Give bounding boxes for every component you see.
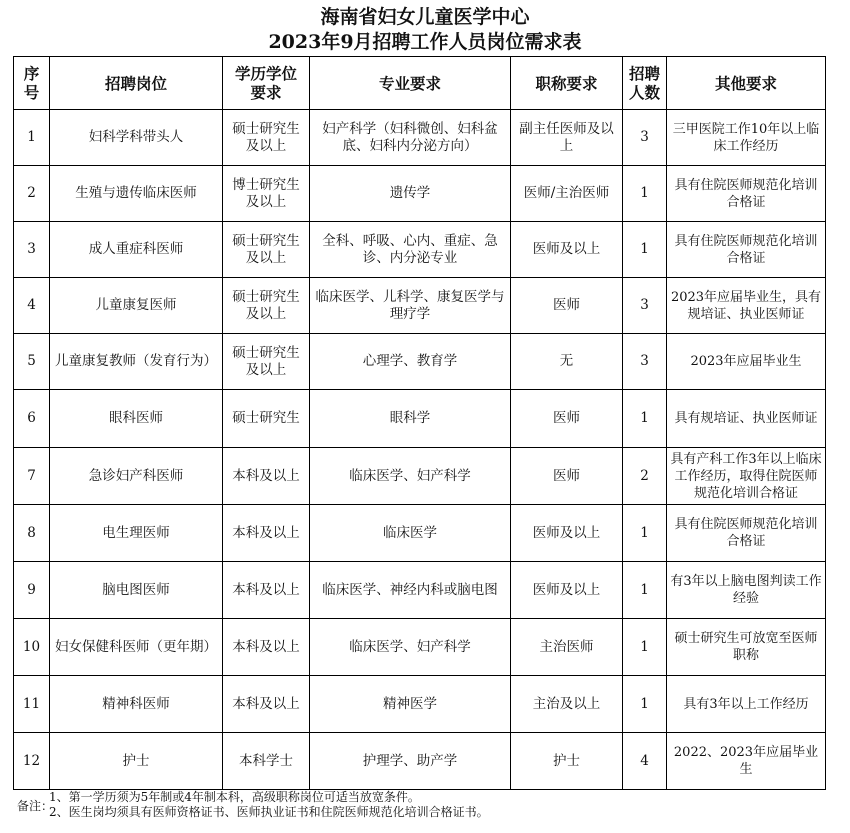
cell-title-req: 护士 [511,733,623,790]
cell-other: 具有住院医师规范化培训合格证 [667,222,826,278]
cell-count: 2 [623,448,667,505]
recruitment-table [13,56,826,790]
cell-no: 5 [14,334,50,390]
table-row [14,278,826,334]
cell-edu: 硕士研究生及以上 [223,278,310,334]
cell-major: 全科、呼吸、心内、重症、急诊、内分泌专业 [310,222,511,278]
cell-post: 脑电图医师 [50,562,223,619]
cell-no: 10 [14,619,50,676]
cell-edu: 硕士研究生及以上 [223,334,310,390]
cell-no: 12 [14,733,50,790]
cell-other: 2022、2023年应届毕业生 [667,733,826,790]
cell-major: 护理学、助产学 [310,733,511,790]
cell-title-req: 主治及以上 [511,676,623,733]
table-row [14,166,826,222]
page-title: 海南省妇女儿童医学中心 [320,6,530,28]
header-no: 序号 [14,57,50,110]
cell-title-req: 医师 [511,278,623,334]
cell-post: 成人重症科医师 [50,222,223,278]
cell-count: 1 [623,505,667,562]
cell-title-req: 医师 [511,448,623,505]
note-line-1: 1、第一学历须为5年制或4年制本科，高级职称岗位可适当放宽条件。 [49,790,420,804]
cell-count: 1 [623,619,667,676]
cell-major: 临床医学、儿科学、康复医学与理疗学 [310,278,511,334]
header-major: 专业要求 [310,57,511,110]
cell-edu: 本科及以上 [223,562,310,619]
cell-edu: 本科及以上 [223,505,310,562]
cell-title-req: 主治医师 [511,619,623,676]
table-row [14,390,826,448]
cell-other: 有3年以上脑电图判读工作经验 [667,562,826,619]
cell-no: 7 [14,448,50,505]
cell-major: 临床医学、神经内科或脑电图 [310,562,511,619]
cell-major: 临床医学、妇产科学 [310,619,511,676]
cell-other: 具有住院医师规范化培训合格证 [667,166,826,222]
cell-edu: 本科及以上 [223,448,310,505]
header-post: 招聘岗位 [50,57,223,110]
cell-count: 1 [623,562,667,619]
table-row [14,733,826,790]
header-edu: 学历学位要求 [223,57,310,110]
table-row [14,619,826,676]
cell-major: 遗传学 [310,166,511,222]
cell-post: 护士 [50,733,223,790]
cell-post: 儿童康复教师（发育行为） [50,334,223,390]
note-line-2: 2、医生岗均须具有医师资格证书、医师执业证书和住院医师规范化培训合格证书。 [49,805,489,819]
cell-count: 1 [623,676,667,733]
cell-no: 4 [14,278,50,334]
cell-other: 具有住院医师规范化培训合格证 [667,505,826,562]
cell-title-req: 医师及以上 [511,562,623,619]
cell-other: 2023年应届毕业生，具有规培证、执业医师证 [667,278,826,334]
cell-post: 电生理医师 [50,505,223,562]
cell-title-req: 无 [511,334,623,390]
cell-other: 具有产科工作3年以上临床工作经历，取得住院医师规范化培训合格证 [667,448,826,505]
table-row [14,562,826,619]
cell-edu: 硕士研究生及以上 [223,110,310,166]
cell-count: 4 [623,733,667,790]
cell-major: 心理学、教育学 [310,334,511,390]
cell-post: 精神科医师 [50,676,223,733]
cell-post: 眼科医师 [50,390,223,448]
page-subtitle: 2023年9月招聘工作人员岗位需求表 [268,31,582,53]
header-count: 招聘人数 [623,57,667,110]
table-row [14,448,826,505]
cell-title-req: 副主任医师及以上 [511,110,623,166]
cell-no: 1 [14,110,50,166]
cell-edu: 硕士研究生 [223,390,310,448]
cell-major: 临床医学 [310,505,511,562]
cell-major: 眼科学 [310,390,511,448]
cell-edu: 本科及以上 [223,676,310,733]
cell-no: 2 [14,166,50,222]
cell-other: 2023年应届毕业生 [667,334,826,390]
cell-count: 1 [623,222,667,278]
cell-post: 急诊妇产科医师 [50,448,223,505]
table-header-row [14,57,826,110]
cell-edu: 博士研究生及以上 [223,166,310,222]
table-row [14,222,826,278]
cell-other: 硕士研究生可放宽至医师职称 [667,619,826,676]
cell-count: 1 [623,166,667,222]
cell-count: 3 [623,334,667,390]
cell-other: 具有3年以上工作经历 [667,676,826,733]
cell-title-req: 医师及以上 [511,505,623,562]
cell-no: 11 [14,676,50,733]
cell-no: 6 [14,390,50,448]
cell-no: 3 [14,222,50,278]
notes-label: 备注： [17,799,54,813]
cell-edu: 硕士研究生及以上 [223,222,310,278]
cell-count: 3 [623,278,667,334]
cell-no: 8 [14,505,50,562]
cell-title-req: 医师/主治医师 [511,166,623,222]
cell-count: 3 [623,110,667,166]
table-row [14,676,826,733]
cell-other: 三甲医院工作10年以上临床工作经历 [667,110,826,166]
cell-other: 具有规培证、执业医师证 [667,390,826,448]
cell-post: 妇女保健科医师（更年期） [50,619,223,676]
cell-no: 9 [14,562,50,619]
cell-title-req: 医师及以上 [511,222,623,278]
table-row [14,334,826,390]
header-other: 其他要求 [667,57,826,110]
table-row [14,110,826,166]
cell-edu: 本科及以上 [223,619,310,676]
cell-major: 临床医学、妇产科学 [310,448,511,505]
header-title-req: 职称要求 [511,57,623,110]
cell-edu: 本科学士 [223,733,310,790]
cell-count: 1 [623,390,667,448]
cell-major: 妇产科学（妇科微创、妇科盆底、妇科内分泌方向） [310,110,511,166]
cell-major: 精神医学 [310,676,511,733]
cell-title-req: 医师 [511,390,623,448]
cell-post: 妇科学科带头人 [50,110,223,166]
cell-post: 儿童康复医师 [50,278,223,334]
table-row [14,505,826,562]
cell-post: 生殖与遗传临床医师 [50,166,223,222]
